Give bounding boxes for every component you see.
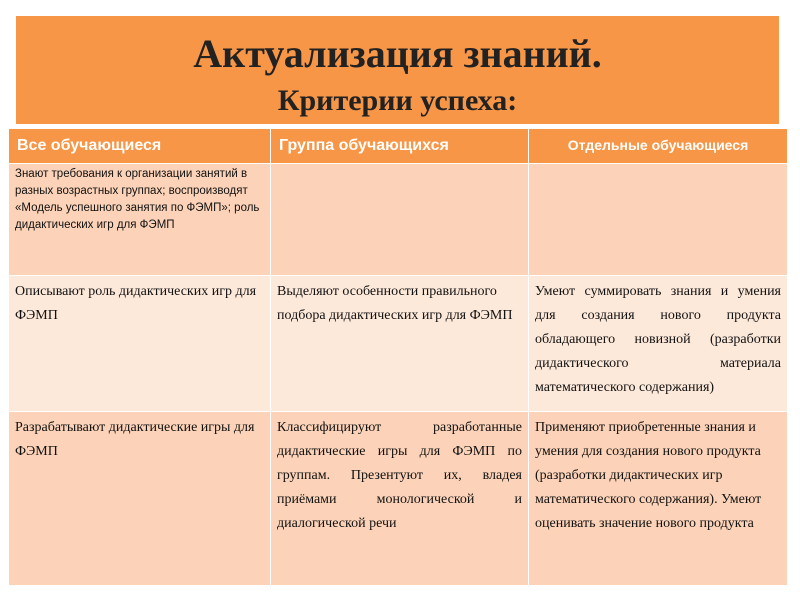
page-subtitle: Критерии успеха: [277, 84, 518, 117]
table-cell: Описывают роль дидактических игр для ФЭМП [9, 276, 271, 412]
table-header-row [9, 129, 788, 164]
criteria-table [8, 128, 788, 586]
table-cell: Разрабатывают дидактические игры для ФЭМП [9, 412, 271, 586]
table-cell: Классифицируют разработанные дидактические игры для ФЭМП по группам. Презентуют их, владея приёмами монологической и диалогической речи [271, 412, 529, 586]
table-cell [271, 164, 529, 276]
header-individual-students: Отдельные обучающиеся [529, 129, 788, 164]
table-cell: Выделяют особенности правильного подбора дидактических игр для ФЭМП [271, 276, 529, 412]
header-student-group: Группа обучающихся [271, 129, 529, 164]
table-row [9, 276, 788, 412]
page-title: Актуализация знаний. [193, 31, 602, 76]
header-all-students: Все обучающиеся [9, 129, 271, 164]
table-cell: Применяют приобретенные знания и умения для создания нового продукта (разработки дидактических игр математического содержания). Умеют оценивать значение нового продукта [529, 412, 788, 586]
table-cell: Знают требования к организации занятий в разных возрастных группах; воспроизводят «Модель успешного занятия по ФЭМП»; роль дидактических игр для ФЭМП [9, 164, 271, 276]
table-cell: Умеют суммировать знания и умения для создания нового продукта обладающего новизной (разработки дидактического материала математического содержания) [529, 276, 788, 412]
table-row [9, 164, 788, 276]
table-cell [529, 164, 788, 276]
table-row [9, 412, 788, 586]
title-banner [16, 16, 779, 124]
